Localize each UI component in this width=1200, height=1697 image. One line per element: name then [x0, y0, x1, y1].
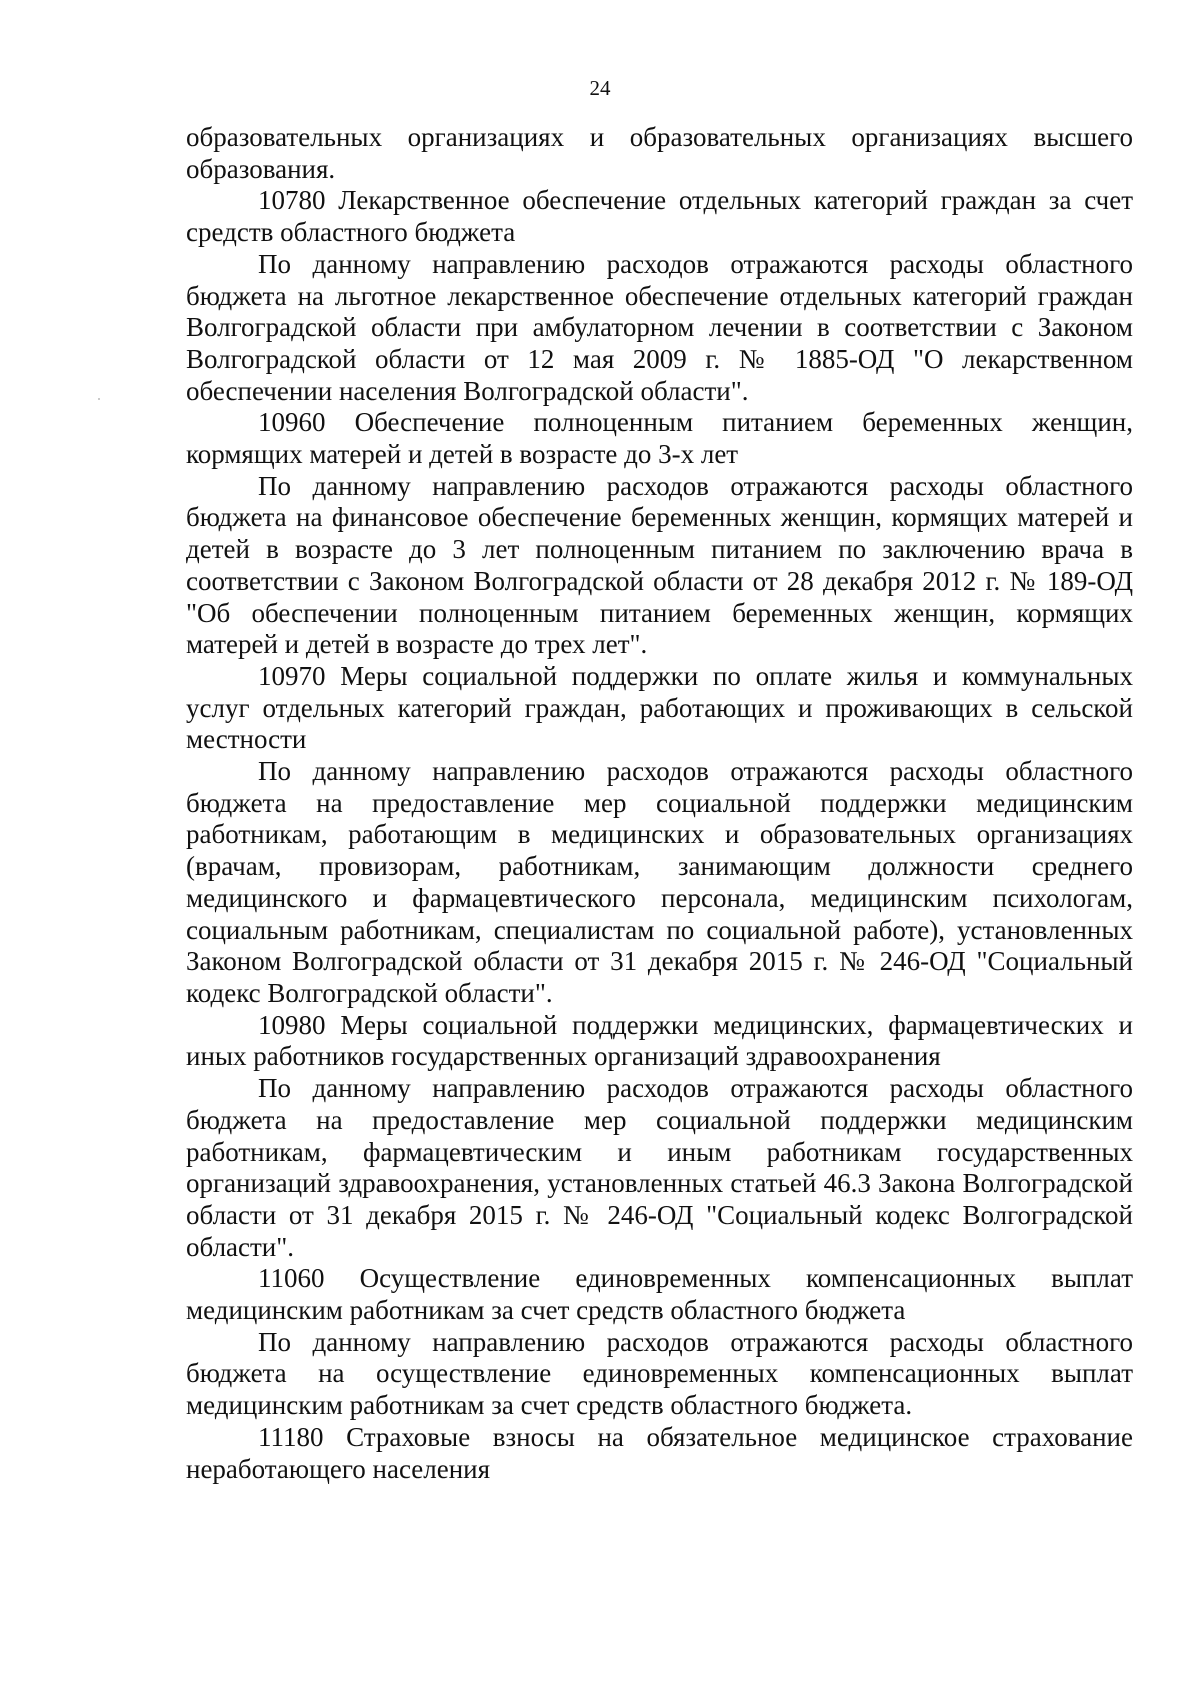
expense-description-10970: По данному направлению расходов отражаются расходы областного бюджета на предоставление мер социальной поддержки медицинским работникам, работающим в медицинских и образовательных организациях (врачам, провизорам, работникам, занимающим должности среднего медицинского и фармацевтического персонала, медицинским психологам, социальным работникам, специалистам по социальной работе), установленных Законом Волгоградской области от 31 декабря 2015 г. № 246-ОД "Социальный кодекс Волгоградской области". [186, 756, 1133, 1008]
page-number: 24 [589, 76, 611, 100]
scan-artifact-dot [98, 398, 100, 400]
expense-heading-10980: 10980 Меры социальной поддержки медицинских, фармацевтических и иных работников государственных организаций здравоохранения [186, 1009, 1133, 1072]
continued-paragraph: образовательных организациях и образовательных организациях высшего образования. [186, 122, 1133, 184]
expense-description-10960: По данному направлению расходов отражаются расходы областного бюджета на финансовое обеспечение беременных женщин, кормящих матерей и детей в возрасте до 3 лет полноценным питанием по заключению врача в соответствии с Законом Волгоградской области от 28 декабря 2012 г. № 189-ОД "Об обеспечении полноценным питанием беременных женщин, кормящих матерей и детей в возрасте до трех лет". [186, 470, 1133, 660]
expense-heading-11060: 11060 Осуществление единовременных компенсационных выплат медицинским работникам за счет средств областного бюджета [186, 1263, 1133, 1326]
expense-heading-10960: 10960 Обеспечение полноценным питанием беременных женщин, кормящих матерей и детей в возрасте до 3-х лет [186, 407, 1133, 470]
expense-description-10780: По данному направлению расходов отражаются расходы областного бюджета на льготное лекарственное обеспечение отдельных категорий граждан Волгоградской области при амбулаторном лечении в соответствии с Законом Волгоградской области от 12 мая 2009 г. № 1885-ОД "О лекарственном обеспечении населения Волгоградской области". [186, 248, 1133, 406]
expense-heading-10780: 10780 Лекарственное обеспечение отдельных категорий граждан за счет средств областного бюджета [186, 185, 1133, 248]
expense-heading-10970: 10970 Меры социальной поддержки по оплате жилья и коммунальных услуг отдельных категорий граждан, работающих и проживающих в сельской местности [186, 660, 1133, 755]
expense-description-10980: По данному направлению расходов отражаются расходы областного бюджета на предоставление мер социальной поддержки медицинским работникам, фармацевтическим и иным работникам государственных организаций здравоохранения, установленных статьей 46.3 Закона Волгоградской области от 31 декабря 2015 г. № 246-ОД "Социальный кодекс Волгоградской области". [186, 1073, 1133, 1262]
expense-description-11060: По данному направлению расходов отражаются расходы областного бюджета на осуществление единовременных компенсационных выплат медицинским работникам за счет средств областного бюджета. [186, 1326, 1133, 1421]
expense-heading-11180: 11180 Страховые взносы на обязательное медицинское страхование неработающего населения [186, 1421, 1133, 1484]
document-body [186, 122, 1133, 1485]
